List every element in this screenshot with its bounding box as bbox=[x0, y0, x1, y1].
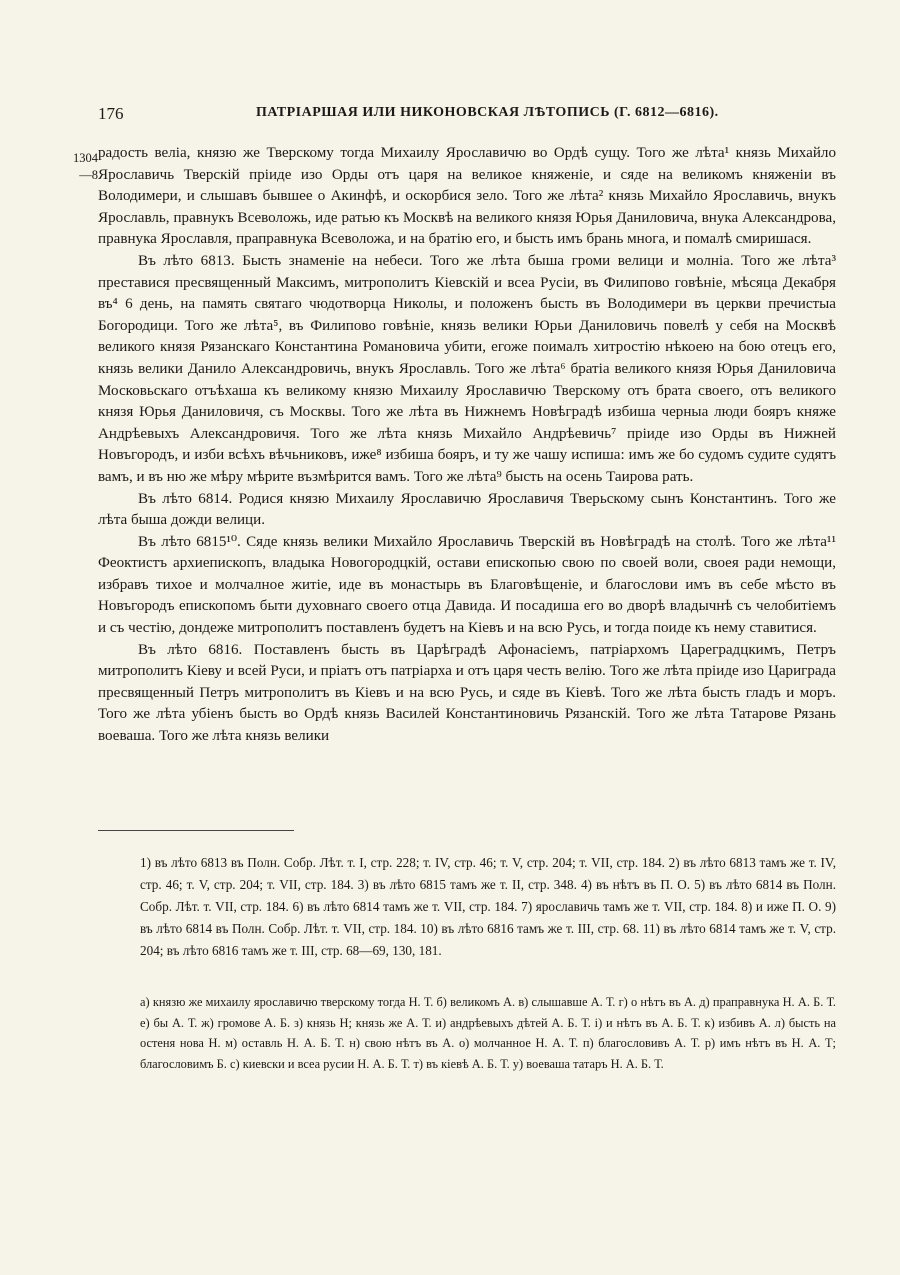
numbered-footnotes-text: 1) въ лѣто 6813 въ Полн. Собр. Лѣт. т. I, стр. 228; т. IV, стр. 46; т. V, стр. 204; т. VII, стр. 184. 2) въ лѣто 6813 тамъ же т. IV, стр. 46; т. V, стр. 204; т. VII, стр. 184. 3) въ лѣто 6815 тамъ же т. II, стр. 348. 4) въ нѣтъ въ П. О. 5) въ лѣто 6814 въ Полн. Собр. Лѣт. т. VII, стр. 184. 6) въ лѣто 6814 тамъ же т. VII, стр. 184. 7) ярославичь тамъ же т. VII, стр. 184. 8) и иже П. О. 9) въ лѣто 6814 въ Полн. Собр. Лѣт. т. VII, стр. 184. 10) въ лѣто 6816 тамъ же т. III, стр. 68. 11) въ лѣто 6814 тамъ же т. V, стр. 204; въ лѣто 6816 тамъ же т. III, стр. 68—69, 130, 181. bbox=[140, 855, 836, 958]
page-number: 176 bbox=[98, 104, 124, 123]
paragraph: Въ лѣто 6814. Родися князю Михаилу Ярославичю Ярославичя Тверьскому сынъ Константинъ. Того же лѣта быша дожди велици. bbox=[98, 490, 836, 529]
paragraph: радость веліа, князю же Тверскому тогда Михаилу Ярославичю во Ордѣ сущу. Того же лѣта¹ князь Михайло Ярославичь Тверскій пріиде изо Орды отъ царя на великое княженіе, и сяде на великомъ княженіи въ Володимери, и слышавъ бывшее о Акинфѣ, и оскорбися зело. Того же лѣта² князь Михайло Ярославичь, внукъ Ярославль, правнукъ Всеволожь, иде ратью къ Москвѣ на великого князя Юрья Даниловича, внука Александрова, правнука Ярославля, праправнука Всеволожа, и на братію его, и бысть имъ брань многа, и помалѣ смиришася. bbox=[98, 145, 836, 248]
lettered-footnotes-text: а) князю же михаилу ярославичю тверскому тогда Н. Т. б) великомъ А. в) слышавше А. Т. г) о нѣтъ въ А. д) праправнука Н. А. Б. Т. е) бы А. Т. ж) громове А. Б. з) князь Н; князь же А. Т. и) андрѣевыхъ дѣтей А. Б. Т. і) и нѣтъ въ А. Б. Т. к) избивъ А. л) бысть на остеня нова Н. м) оставль Н. А. Б. Т. н) свою нѣтъ въ А. о) молчанное Н. А. Т. п) благословивъ А. Т. р) имъ нѣтъ въ Н. А. Т; благословимъ Б. с) киевски и всеа русии Н. А. Б. Т. т) въ кіевѣ А. Б. Т. у) воеваша татаръ Н. А. Б. Т. bbox=[140, 995, 836, 1071]
numbered-footnotes bbox=[140, 852, 836, 962]
paragraph: Въ лѣто 6815¹⁰. Сяде князь велики Михайло Ярославичь Тверскій въ Новѣградѣ на столѣ. Того же лѣта¹¹ Феоктистъ архиепископъ, владыка Новогородцкій, остави епископью свою по своей воли, своея ради немощи, избравъ тихое и молчалное житіе, иде въ монастырь въ Благовѣщеніе, и благослови имъ въ себе мѣсто въ Новъгородъ епископомъ быти духовнаго своего отца Давида. И посадиша его во дворѣ владычнѣ съ челобитіемъ и съ честію, дондеже митрополитъ поставленъ будетъ на Кіевъ и на всю Русь, и тогда поиде къ нему ставитися. bbox=[98, 533, 836, 637]
margin-year-range: 1304 —8 bbox=[73, 151, 98, 182]
running-title: ПАТРІАРШАЯ ИЛИ НИКОНОВСКАЯ ЛѢТОПИСЬ (Г. 6812—6816). bbox=[256, 105, 719, 120]
lettered-footnotes bbox=[140, 992, 836, 1074]
footnote-divider bbox=[98, 830, 294, 831]
page-header bbox=[98, 104, 838, 128]
chronicle-body bbox=[98, 143, 836, 748]
paragraph: Въ лѣто 6813. Бысть знаменіе на небеси. Того же лѣта быша громи велици и молніа. Того же лѣта³ преставися пресвященный Максимъ, митрополитъ Кіевскій и всеа Русіи, въ Филипово говѣніе, мѣсяца Декабря въ⁴ 6 день, на память святаго чюдотворца Николы, и положенъ бысть въ Володимери въ церкви пречистыа Богородици. Того же лѣта⁵, въ Филипово говѣніе, князь велики Юрьи Даниловичь повелѣ у себя на Москвѣ великого князя Рязанскаго Константина Романовича убити, егоже поималъ хитростію нѣкоею на бою отецъ его, князь велики Данило Александровичь, внукъ Ярославль. Того же лѣта⁶ братіа великого князя Юрья Даниловича Московьскаго отъѣхаша къ великому князю Михаилу Ярославичю Тверскому отъ брата своего, отъ великого князя Юрья Даниловичя, съ Москвы. Того же лѣта въ Нижнемъ Новѣградѣ избиша черныа люди бояръ княже Андрѣевыхъ Александровичя. Того же лѣта князь Михайло Андрѣевичь⁷ пріиде изо Орды въ Нижней Новъгородъ, и изби всѣхъ вѣчьниковъ, иже⁸ избиша бояръ, и ту же чашу испиша: имъ же бо судомъ судите судятъ вамъ, и въ ню же мѣру мѣрите възмѣрится вамъ. Того же лѣта⁹ бысть на осень Таирова рать. bbox=[98, 252, 836, 485]
paragraph: Въ лѣто 6816. Поставленъ бысть въ Царѣградѣ Афонасіемъ, патріархомъ Цареградцкимъ, Петръ митрополитъ Кіеву и всей Руси, и пріатъ отъ патріарха и отъ царя честь велію. Того же лѣта пріиде изо Цариграда пресвященный Петръ митрополитъ въ Кіевъ и на всю Русь, и сяде въ Кіевѣ. Того же лѣта бысть гладъ и моръ. Того же лѣта убіенъ бысть во Ордѣ князь Василей Константиновичь Рязанскій. Того же лѣта Татарове Рязань воеваша. Того же лѣта князь велики bbox=[98, 641, 836, 745]
